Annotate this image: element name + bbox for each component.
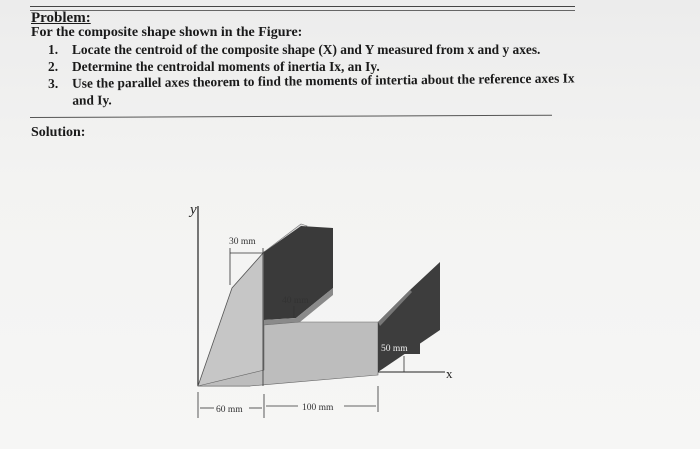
left-trapezoid-block [198, 252, 264, 386]
dim-label-slot-width: 40 mm [282, 296, 309, 306]
task-number: 2. [48, 59, 59, 74]
x-axis-label: x [446, 366, 453, 381]
solution-heading: Solution: [31, 125, 86, 140]
problem-heading: Problem: [31, 10, 91, 26]
dim-label-mid-base: 100 mm [302, 403, 334, 413]
problem-intro: For the composite shape shown in the Figure: [31, 25, 303, 40]
dim-label-right-step: 50 mm [381, 344, 408, 354]
task-text: Determine the centroidal moments of inertia Ix, an Iy. [72, 59, 380, 74]
task-number: 1. [48, 42, 59, 57]
dim-label-left-base: 60 mm [216, 405, 243, 415]
dim-label-top-width: 30 mm [229, 237, 256, 247]
y-axis-label: y [190, 202, 197, 218]
task-text: Locate the centroid of the composite shape (X) and Y measured from x and y axes. [72, 42, 541, 57]
task-number: 3. [48, 75, 59, 91]
task-text: Use the parallel axes theorem to find the moments of intertia about the reference axes Ix and Iy. [72, 70, 575, 108]
